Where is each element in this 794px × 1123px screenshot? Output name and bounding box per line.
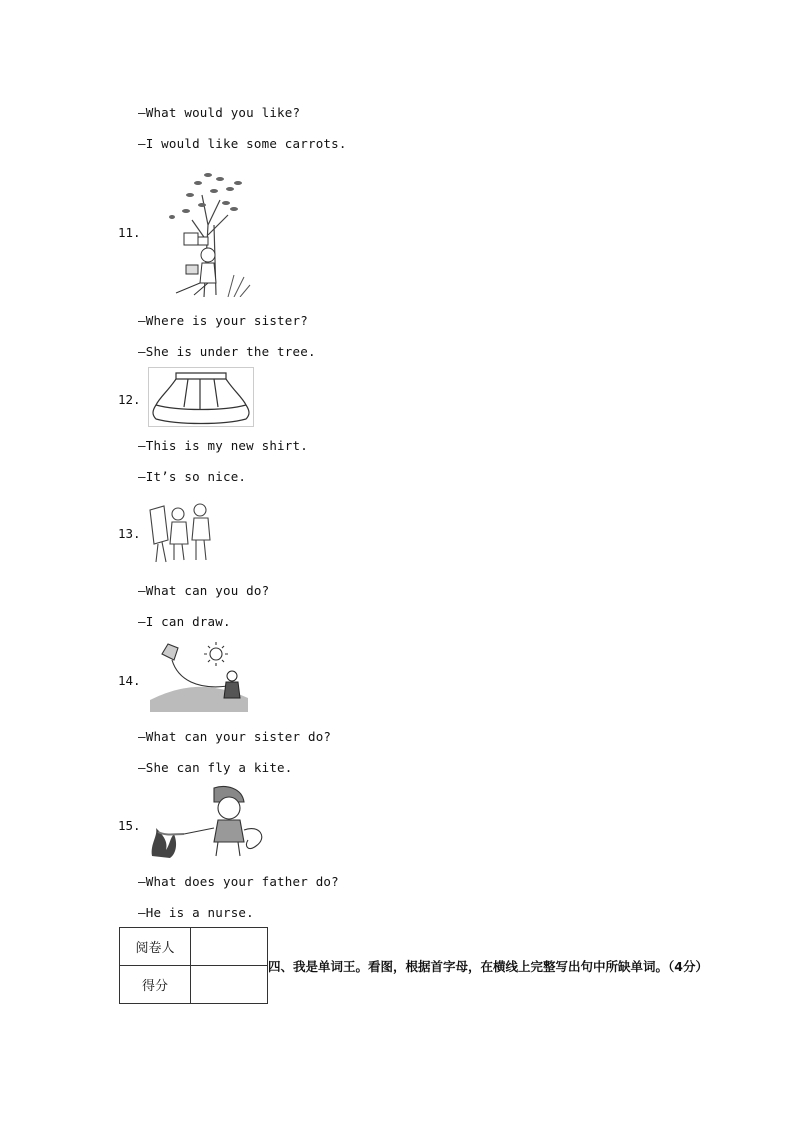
reviewer-field[interactable] [191, 928, 268, 966]
section-title: 四、我是单词王。看图，根据首字母，在横线上完整写出句中所缺单词。（4分） [268, 959, 708, 974]
answer-13: —I can draw. [138, 614, 231, 629]
item-number-13: 13. [118, 526, 141, 541]
item-number-15: 15. [118, 818, 141, 833]
item-number-12: 12. [118, 392, 141, 407]
answer-15: —He is a nurse. [138, 905, 254, 920]
question-14: —What can your sister do? [138, 729, 332, 744]
item-number-14: 14. [118, 673, 141, 688]
question-13: —What can you do? [138, 583, 270, 598]
item-number-11: 11. [118, 225, 141, 240]
reviewer-label: 阅卷人 [120, 928, 191, 966]
girl-flying-kite-image [148, 640, 252, 712]
question-11: —Where is your sister? [138, 313, 308, 328]
question-12: —This is my new shirt. [138, 438, 308, 453]
girl-under-tree-image [168, 165, 254, 297]
answer-11: —She is under the tree. [138, 344, 316, 359]
answer-12: —It’s so nice. [138, 469, 247, 484]
children-drawing-image [148, 500, 214, 566]
score-label: 得分 [120, 966, 191, 1004]
skirt-image [148, 367, 254, 427]
firefighter-image [148, 784, 270, 860]
answer-10: —I would like some carrots. [138, 136, 347, 151]
question-10: —What would you like? [138, 105, 301, 120]
answer-14: —She can fly a kite. [138, 760, 293, 775]
question-15: —What does your father do? [138, 874, 339, 889]
score-table [119, 927, 268, 1004]
score-field[interactable] [191, 966, 268, 1004]
